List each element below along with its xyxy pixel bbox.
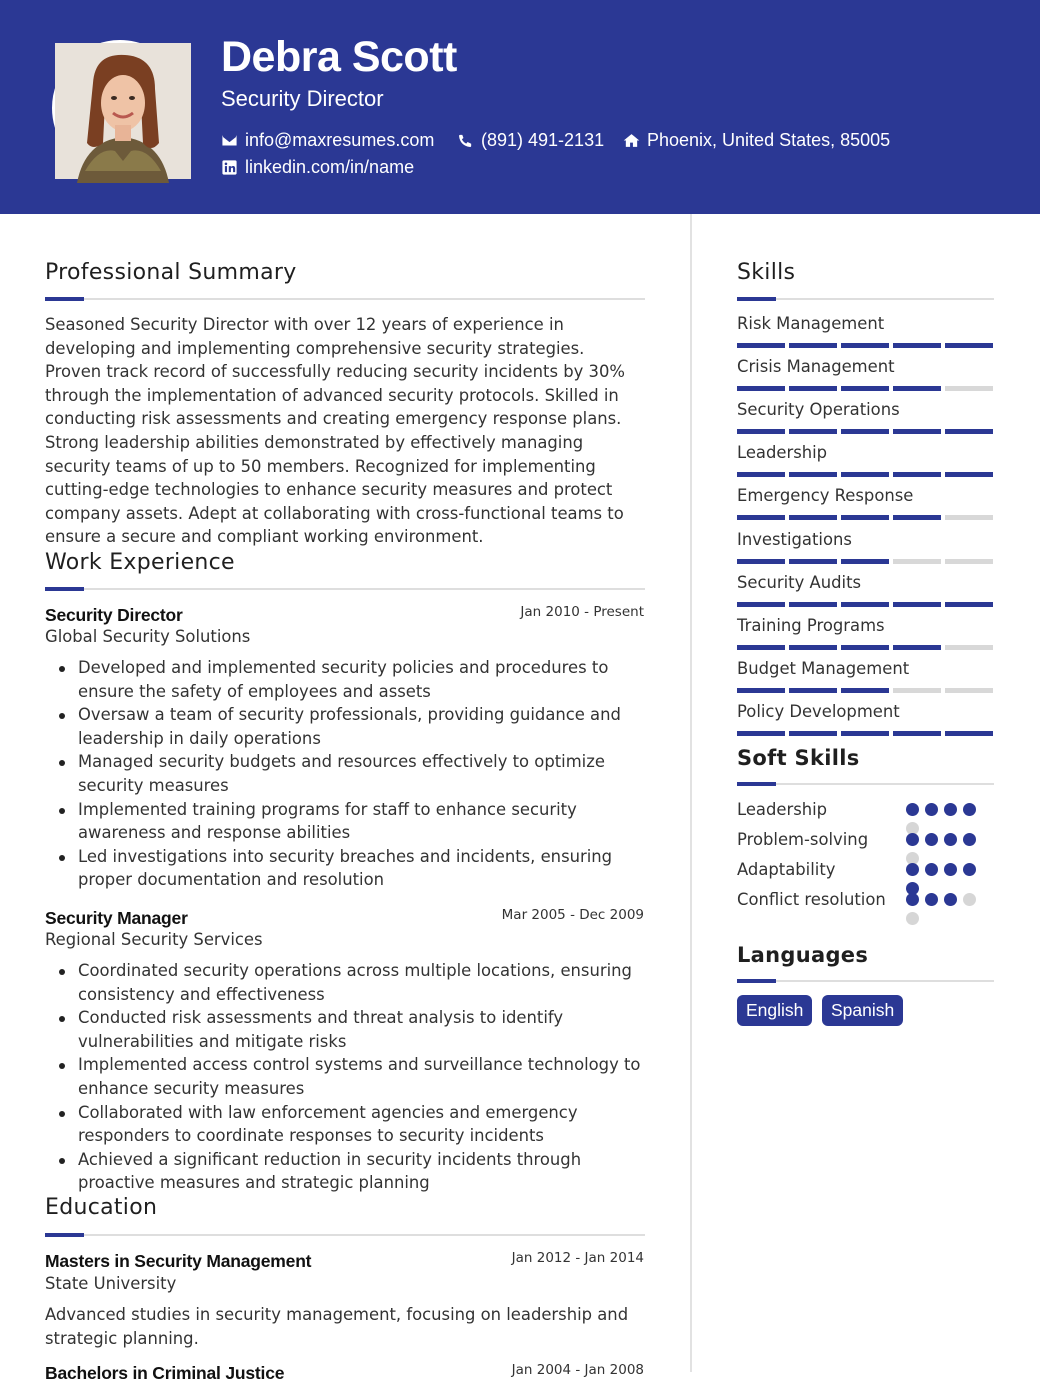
phone-contact[interactable] <box>457 130 604 151</box>
list-item: Managed security budgets and resources effectively to optimize security measures <box>45 750 650 797</box>
list-item: Implemented access control systems and surveillance technology to enhance security measures <box>45 1053 650 1100</box>
skill-level-bar <box>737 559 993 564</box>
list-item: Collaborated with law enforcement agencies and emergency responders to coordinate responses to security incidents <box>45 1101 650 1148</box>
job-title: Security Manager <box>45 908 188 928</box>
email-text: info@maxresumes.com <box>245 130 435 150</box>
skill-level-segment <box>945 429 993 434</box>
skill-level-segment <box>789 386 837 391</box>
rating-dot <box>963 863 976 876</box>
experience-heading: Work Experience <box>45 550 235 575</box>
degree-date: Jan 2012 - Jan 2014 <box>511 1250 644 1266</box>
skill-level-segment <box>789 343 837 348</box>
rating-dot <box>963 893 976 906</box>
skill-level-bar <box>737 688 993 693</box>
job-date: Jan 2010 - Present <box>520 604 644 620</box>
email-contact[interactable] <box>221 130 434 151</box>
linkedin-icon <box>221 159 238 176</box>
skill-name: Training Programs <box>737 615 885 635</box>
summary-text: Seasoned Security Director with over 12 years of experience in developing and implementing comprehensive security strategies. Proven track record of successfully reducing security incidents by 30% through the implementation of advanced security protocols. Skilled in conducting risk assessments and creating emergency response plans. Strong leadership abilities demonstrated by effectively managing security teams of up to 50 members. Recognized for implementing cutting-edge technologies to enhance security measures and protect company assets. Adept at collaborating with cross-functional teams to ensure a secure and compliant working environment. <box>45 315 625 547</box>
rating-dot <box>944 863 957 876</box>
skill-level-segment <box>737 386 785 391</box>
job-organization: Regional Security Services <box>45 930 263 949</box>
rating-dot <box>963 803 976 816</box>
skill-name: Policy Development <box>737 701 900 721</box>
rating-dot <box>906 803 919 816</box>
skill-level-segment <box>737 515 785 520</box>
skill-level-segment <box>841 472 889 477</box>
job-organization: Global Security Solutions <box>45 627 251 646</box>
soft-skill-name: Conflict resolution <box>737 890 886 909</box>
skill-name: Investigations <box>737 529 852 549</box>
skill-level-segment <box>945 688 993 693</box>
skill-level-bar <box>737 429 993 434</box>
degree-title: Masters in Security Management <box>45 1251 312 1271</box>
column-divider <box>690 214 692 1372</box>
soft-skill-rating <box>906 833 978 865</box>
skill-name: Leadership <box>737 443 828 463</box>
skill-level-segment <box>841 731 889 736</box>
skill-level-bar <box>737 645 993 650</box>
skill-level-segment <box>841 688 889 693</box>
profile-photo <box>52 40 188 176</box>
soft-skill-rating <box>906 803 978 835</box>
soft-skills-accent <box>737 782 776 786</box>
skill-level-segment <box>893 731 941 736</box>
experience-divider <box>45 588 645 590</box>
languages-accent <box>737 979 776 983</box>
school-name: State University <box>45 1274 177 1293</box>
rating-dot <box>944 833 957 846</box>
skill-level-segment <box>737 602 785 607</box>
skill-level-segment <box>893 602 941 607</box>
skill-level-segment <box>893 343 941 348</box>
skill-level-segment <box>841 559 889 564</box>
skill-level-segment <box>945 386 993 391</box>
soft-skill-name: Problem-solving <box>737 830 869 849</box>
skill-level-segment <box>737 472 785 477</box>
rating-dot <box>944 803 957 816</box>
soft-skill-rating <box>906 893 978 925</box>
degree-title: Bachelors in Criminal Justice <box>45 1363 285 1383</box>
rating-dot <box>925 833 938 846</box>
skill-level-segment <box>789 472 837 477</box>
skill-level-segment <box>789 645 837 650</box>
skill-level-segment <box>841 343 889 348</box>
skill-level-bar <box>737 472 993 477</box>
job-bullets <box>45 959 650 1195</box>
phone-icon <box>457 132 474 149</box>
skill-level-bar <box>737 343 993 348</box>
skill-level-segment <box>945 343 993 348</box>
rating-dot <box>906 863 919 876</box>
skill-level-segment <box>737 559 785 564</box>
skill-level-segment <box>841 386 889 391</box>
education-accent <box>45 1233 84 1237</box>
skill-level-segment <box>945 645 993 650</box>
skill-level-segment <box>893 645 941 650</box>
skill-name: Risk Management <box>737 314 885 333</box>
skill-level-segment <box>893 515 941 520</box>
skill-level-segment <box>841 602 889 607</box>
skill-level-segment <box>945 731 993 736</box>
experience-accent <box>45 587 84 591</box>
linkedin-text: linkedin.com/in/name <box>245 157 415 177</box>
skill-level-bar <box>737 731 993 736</box>
skill-level-segment <box>789 602 837 607</box>
skill-level-segment <box>945 602 993 607</box>
job-title: Security Director <box>45 605 183 625</box>
rating-dot <box>906 912 919 925</box>
skill-name: Emergency Response <box>737 486 914 506</box>
skill-level-segment <box>737 645 785 650</box>
skills-heading: Skills <box>737 260 796 285</box>
summary-heading: Professional Summary <box>45 260 297 285</box>
list-item: Coordinated security operations across multiple locations, ensuring consistency and effectiveness <box>45 959 650 1006</box>
skill-level-segment <box>789 688 837 693</box>
skill-level-segment <box>893 429 941 434</box>
degree-description: Advanced studies in security management, focusing on leadership and strategic planning. <box>45 1305 629 1348</box>
skill-level-segment <box>737 429 785 434</box>
summary-divider <box>45 298 645 300</box>
soft-skill-name: Leadership <box>737 800 828 819</box>
rating-dot <box>906 833 919 846</box>
degree-date: Jan 2004 - Jan 2008 <box>511 1362 644 1378</box>
rating-dot <box>925 863 938 876</box>
location-contact <box>623 130 890 151</box>
skill-level-segment <box>789 731 837 736</box>
envelope-icon <box>221 132 238 149</box>
soft-skill-rating <box>906 863 978 895</box>
skill-level-segment <box>893 688 941 693</box>
skill-level-segment <box>841 515 889 520</box>
language-badge: Spanish <box>822 995 903 1026</box>
education-heading: Education <box>45 1195 158 1220</box>
skill-level-segment <box>737 688 785 693</box>
list-item: Conducted risk assessments and threat analysis to identify vulnerabilities and mitigate risks <box>45 1006 650 1053</box>
languages-heading: Languages <box>737 943 869 967</box>
skill-name: Security Operations <box>737 400 900 420</box>
job-date: Mar 2005 - Dec 2009 <box>501 907 644 923</box>
education-divider <box>45 1234 645 1236</box>
soft-skill-name: Adaptability <box>737 860 836 879</box>
skill-level-bar <box>737 602 993 607</box>
skill-level-segment <box>945 472 993 477</box>
rating-dot <box>963 833 976 846</box>
skill-level-segment <box>893 472 941 477</box>
list-item: Developed and implemented security policies and procedures to ensure the safety of employees and assets <box>45 656 650 703</box>
resume-header <box>0 0 1040 214</box>
rating-dot <box>944 893 957 906</box>
candidate-title: Security Director <box>221 86 384 111</box>
skill-level-segment <box>945 559 993 564</box>
skill-level-bar <box>737 515 993 520</box>
phone-text: (891) 491-2131 <box>481 130 605 150</box>
skill-level-bar <box>737 386 993 391</box>
language-badge: English <box>737 995 812 1026</box>
skill-name: Budget Management <box>737 658 910 678</box>
soft-skills-heading: Soft Skills <box>737 746 860 770</box>
rating-dot <box>925 803 938 816</box>
skill-level-segment <box>737 343 785 348</box>
skills-accent <box>737 297 776 301</box>
skill-level-segment <box>789 515 837 520</box>
skill-level-segment <box>737 731 785 736</box>
rating-dot <box>925 893 938 906</box>
job-bullets <box>45 656 650 892</box>
summary-accent <box>45 297 84 301</box>
list-item: Oversaw a team of security professionals, providing guidance and leadership in daily operations <box>45 703 650 750</box>
skill-level-segment <box>841 429 889 434</box>
skill-name: Security Audits <box>737 572 862 592</box>
skill-level-segment <box>893 386 941 391</box>
location-text: Phoenix, United States, 85005 <box>647 130 891 150</box>
rating-dot <box>906 893 919 906</box>
list-item: Led investigations into security breaches and incidents, ensuring proper documentation and resolution <box>45 845 650 892</box>
skill-level-segment <box>789 429 837 434</box>
skill-level-segment <box>893 559 941 564</box>
skill-level-segment <box>789 559 837 564</box>
list-item: Implemented training programs for staff to enhance security awareness and response abilities <box>45 798 650 845</box>
linkedin-contact[interactable] <box>221 157 414 178</box>
skill-level-segment <box>945 515 993 520</box>
home-icon <box>623 132 640 149</box>
skill-level-segment <box>841 645 889 650</box>
list-item: Achieved a significant reduction in security incidents through proactive measures and strategic planning <box>45 1148 650 1195</box>
candidate-name: Debra Scott <box>221 33 457 81</box>
skill-name: Crisis Management <box>737 357 895 377</box>
